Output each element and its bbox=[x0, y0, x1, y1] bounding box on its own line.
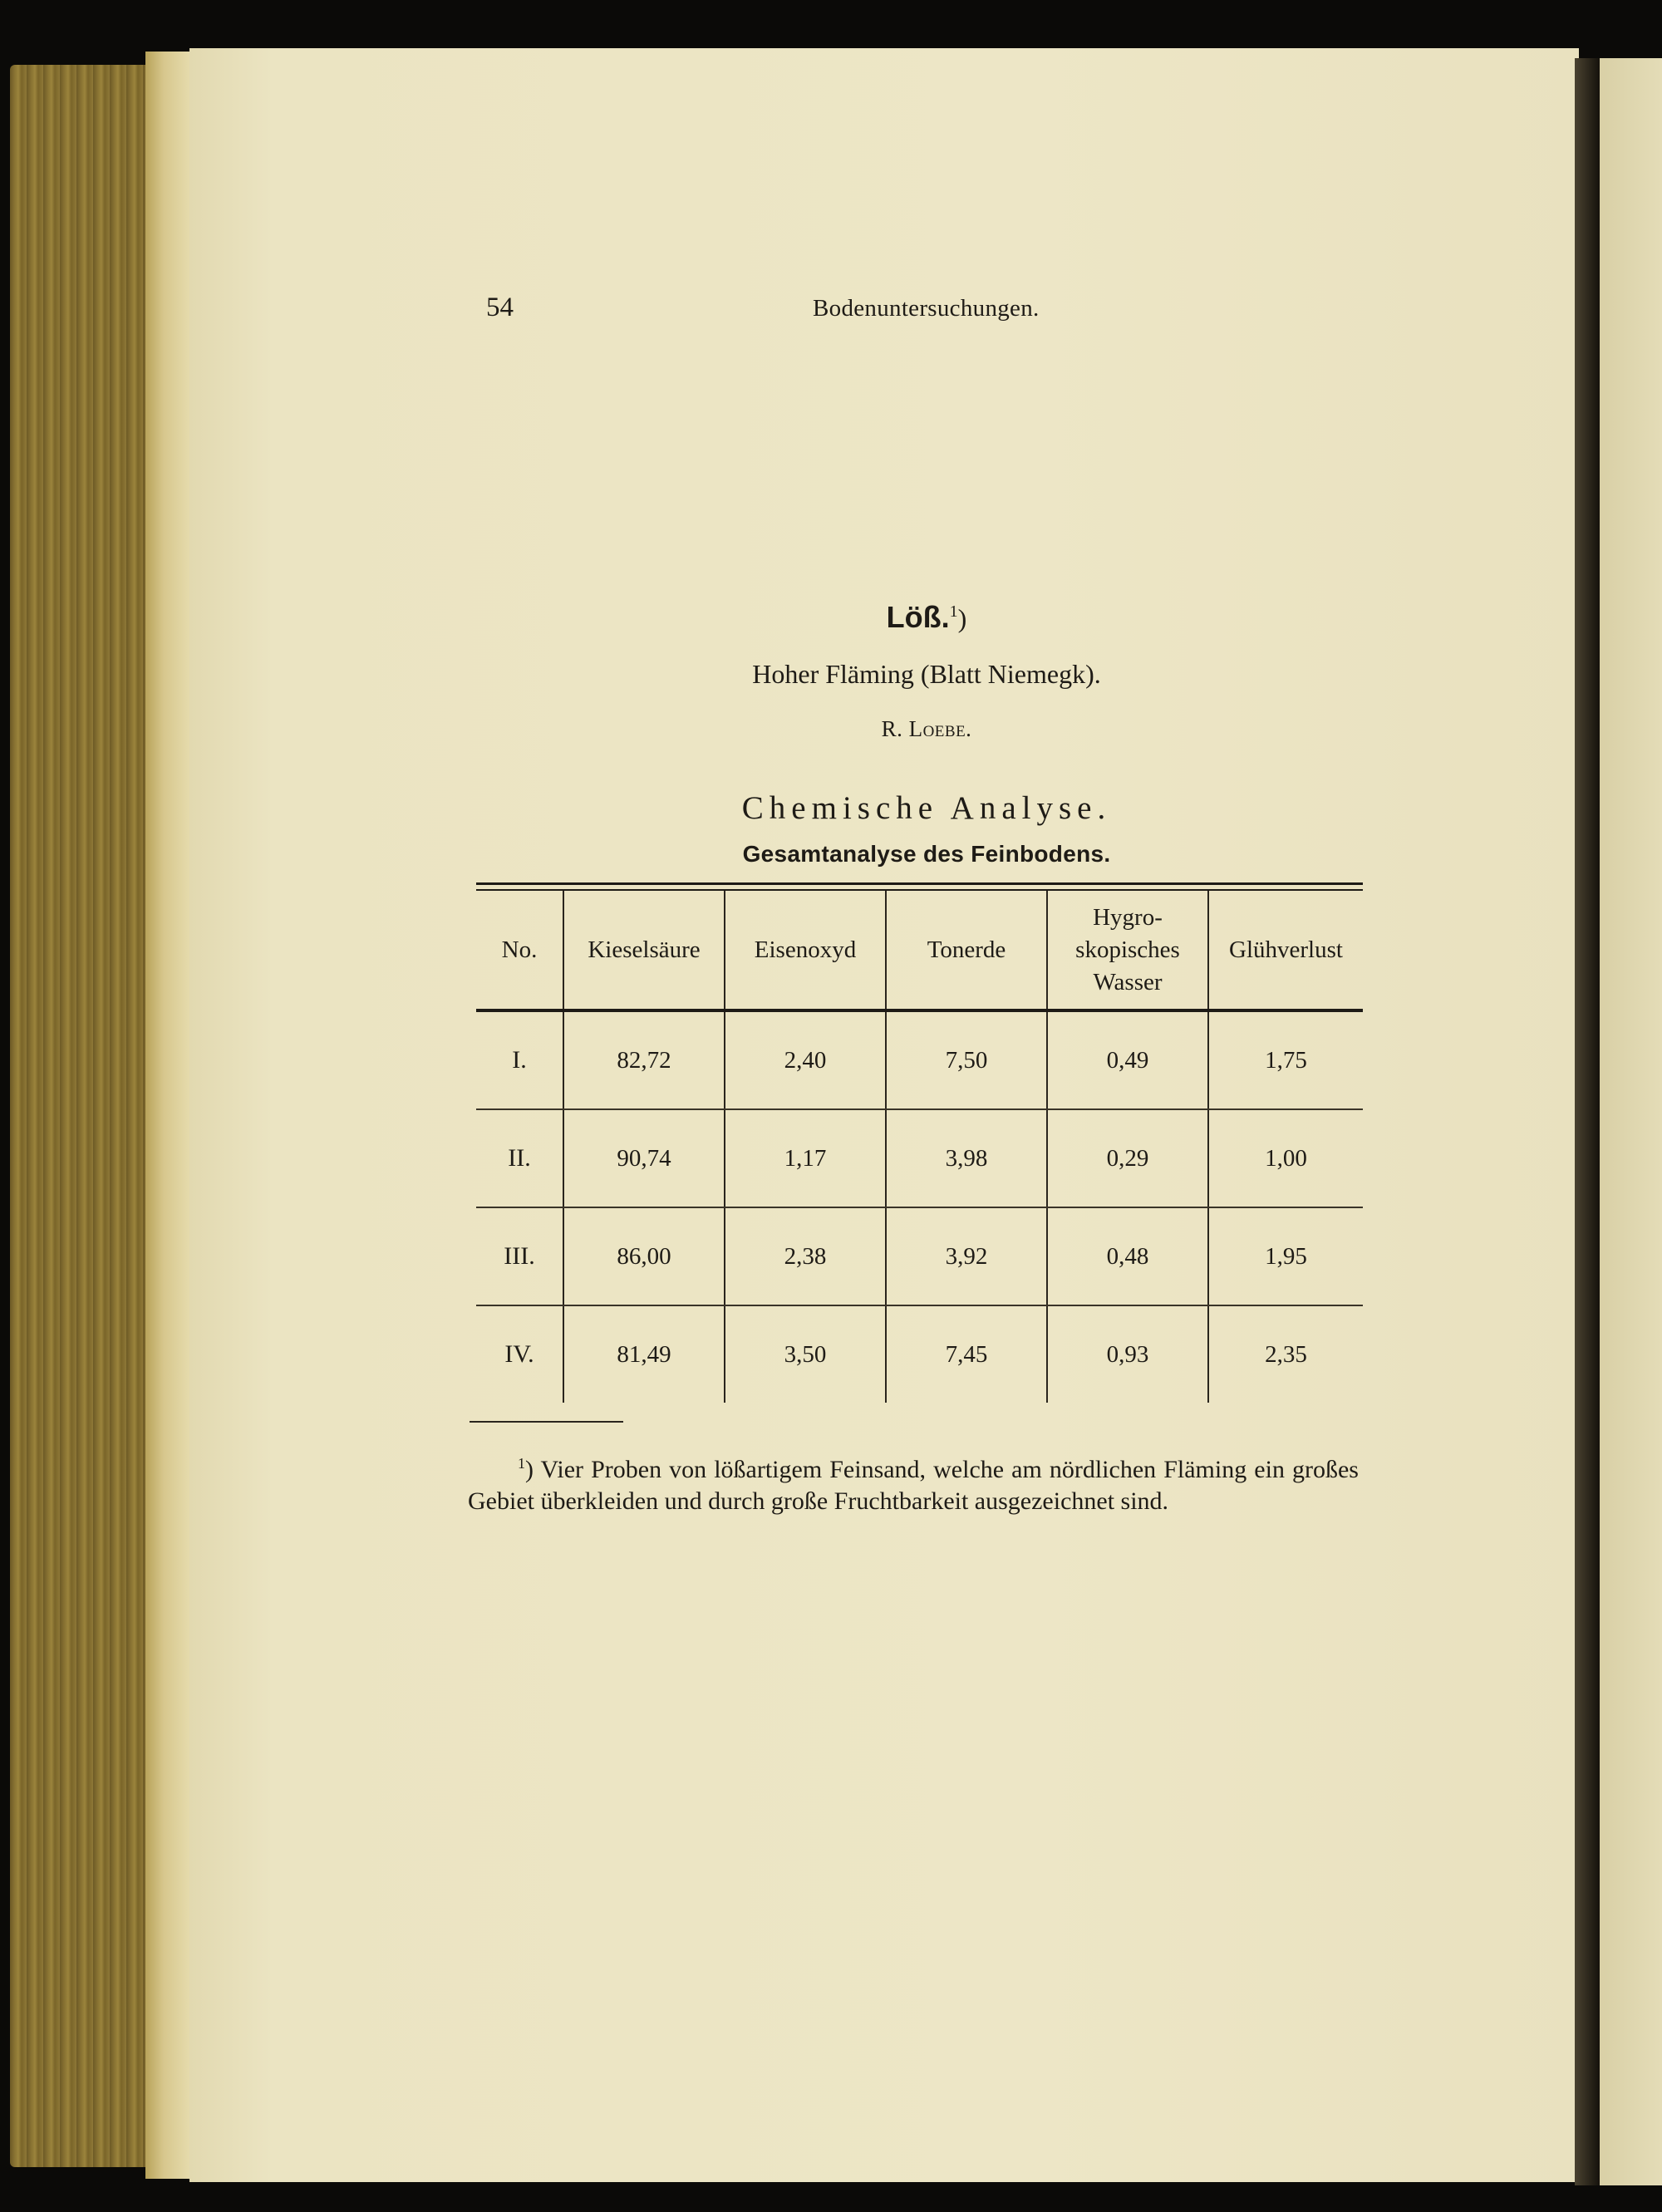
header-tonerde: Tonerde bbox=[886, 891, 1047, 1010]
section-subtitle: Hoher Fläming (Blatt Niemegk). bbox=[752, 659, 1101, 689]
header-hygro-line1: Hygro- bbox=[1093, 903, 1163, 931]
header-no: No. bbox=[476, 891, 563, 1010]
cell-gluehverlust: 1,75 bbox=[1208, 1010, 1363, 1109]
table-header-row bbox=[476, 891, 1363, 1010]
cell-tonerde: 7,50 bbox=[886, 1010, 1047, 1109]
section-title bbox=[465, 600, 1388, 635]
cell-gluehverlust: 1,00 bbox=[1208, 1109, 1363, 1207]
cell-gluehverlust: 1,95 bbox=[1208, 1207, 1363, 1305]
header-hygro-line3: Wasser bbox=[1093, 968, 1163, 995]
cell-tonerde: 3,98 bbox=[886, 1109, 1047, 1207]
footnote-number: 1 bbox=[518, 1455, 525, 1472]
footnote-paren: ) bbox=[957, 603, 967, 633]
cell-wasser: 0,93 bbox=[1047, 1305, 1208, 1403]
row-no: II. bbox=[476, 1109, 563, 1207]
cell-tonerde: 7,45 bbox=[886, 1305, 1047, 1403]
book-edge bbox=[10, 65, 155, 2167]
header-hygroskopisches-wasser bbox=[1047, 891, 1208, 1010]
facing-page-edge bbox=[1600, 58, 1662, 2185]
header-kieselsaeure: Kieselsäure bbox=[563, 891, 725, 1010]
table-row bbox=[476, 1305, 1363, 1403]
footnote-marker: 1 bbox=[949, 602, 958, 621]
page-number: 54 bbox=[486, 292, 514, 322]
cell-kieselsaeure: 82,72 bbox=[563, 1010, 725, 1109]
table-row bbox=[476, 1109, 1363, 1207]
table-top-rule bbox=[476, 882, 1363, 891]
table-row bbox=[476, 1207, 1363, 1305]
cell-kieselsaeure: 81,49 bbox=[563, 1305, 725, 1403]
cell-gluehverlust: 2,35 bbox=[1265, 1340, 1307, 1368]
cell-eisenoxyd: 2,40 bbox=[725, 1010, 886, 1109]
table-row bbox=[476, 1010, 1363, 1109]
row-no: IV. bbox=[476, 1305, 563, 1403]
cell-wasser: 0,49 bbox=[1047, 1010, 1208, 1109]
footnote-text: ) Vier Proben von lößartigem Feinsand, welche am nördlichen Fläming ein großes Gebiet überkleiden und durch große Fruchtbarkeit ausgezeichnet sind. bbox=[468, 1456, 1359, 1515]
footnote bbox=[468, 1448, 1359, 1517]
header-hygro-line2: skopisches bbox=[1075, 936, 1180, 963]
cell-tonerde: 3,92 bbox=[886, 1207, 1047, 1305]
cell-eisenoxyd: 3,50 bbox=[725, 1305, 886, 1403]
gutter-shadow bbox=[1575, 58, 1600, 2185]
author: R. Loebe. bbox=[881, 716, 972, 741]
row-no: III. bbox=[476, 1207, 563, 1305]
cell-eisenoxyd: 2,38 bbox=[725, 1207, 886, 1305]
analysis-table bbox=[476, 882, 1363, 1403]
header-eisenoxyd: Eisenoxyd bbox=[725, 891, 886, 1010]
cell-wasser: 0,29 bbox=[1047, 1109, 1208, 1207]
section-title-text: Löß. bbox=[886, 600, 950, 634]
page-edges bbox=[145, 52, 191, 2179]
cell-kieselsaeure: 86,00 bbox=[563, 1207, 725, 1305]
cell-kieselsaeure: 90,74 bbox=[563, 1109, 725, 1207]
header-gluehverlust: Glühverlust bbox=[1208, 891, 1363, 1010]
footnote-rule bbox=[470, 1421, 623, 1423]
analysis-subheading: Gesamtanalyse des Feinbodens. bbox=[742, 841, 1111, 867]
cell-eisenoxyd: 1,17 bbox=[725, 1109, 886, 1207]
analysis-heading: Chemische Analyse. bbox=[741, 790, 1112, 826]
running-head bbox=[486, 292, 1367, 326]
row-no: I. bbox=[476, 1010, 563, 1109]
running-title: Bodenuntersuchungen. bbox=[813, 295, 1040, 322]
cell-wasser: 0,48 bbox=[1047, 1207, 1208, 1305]
